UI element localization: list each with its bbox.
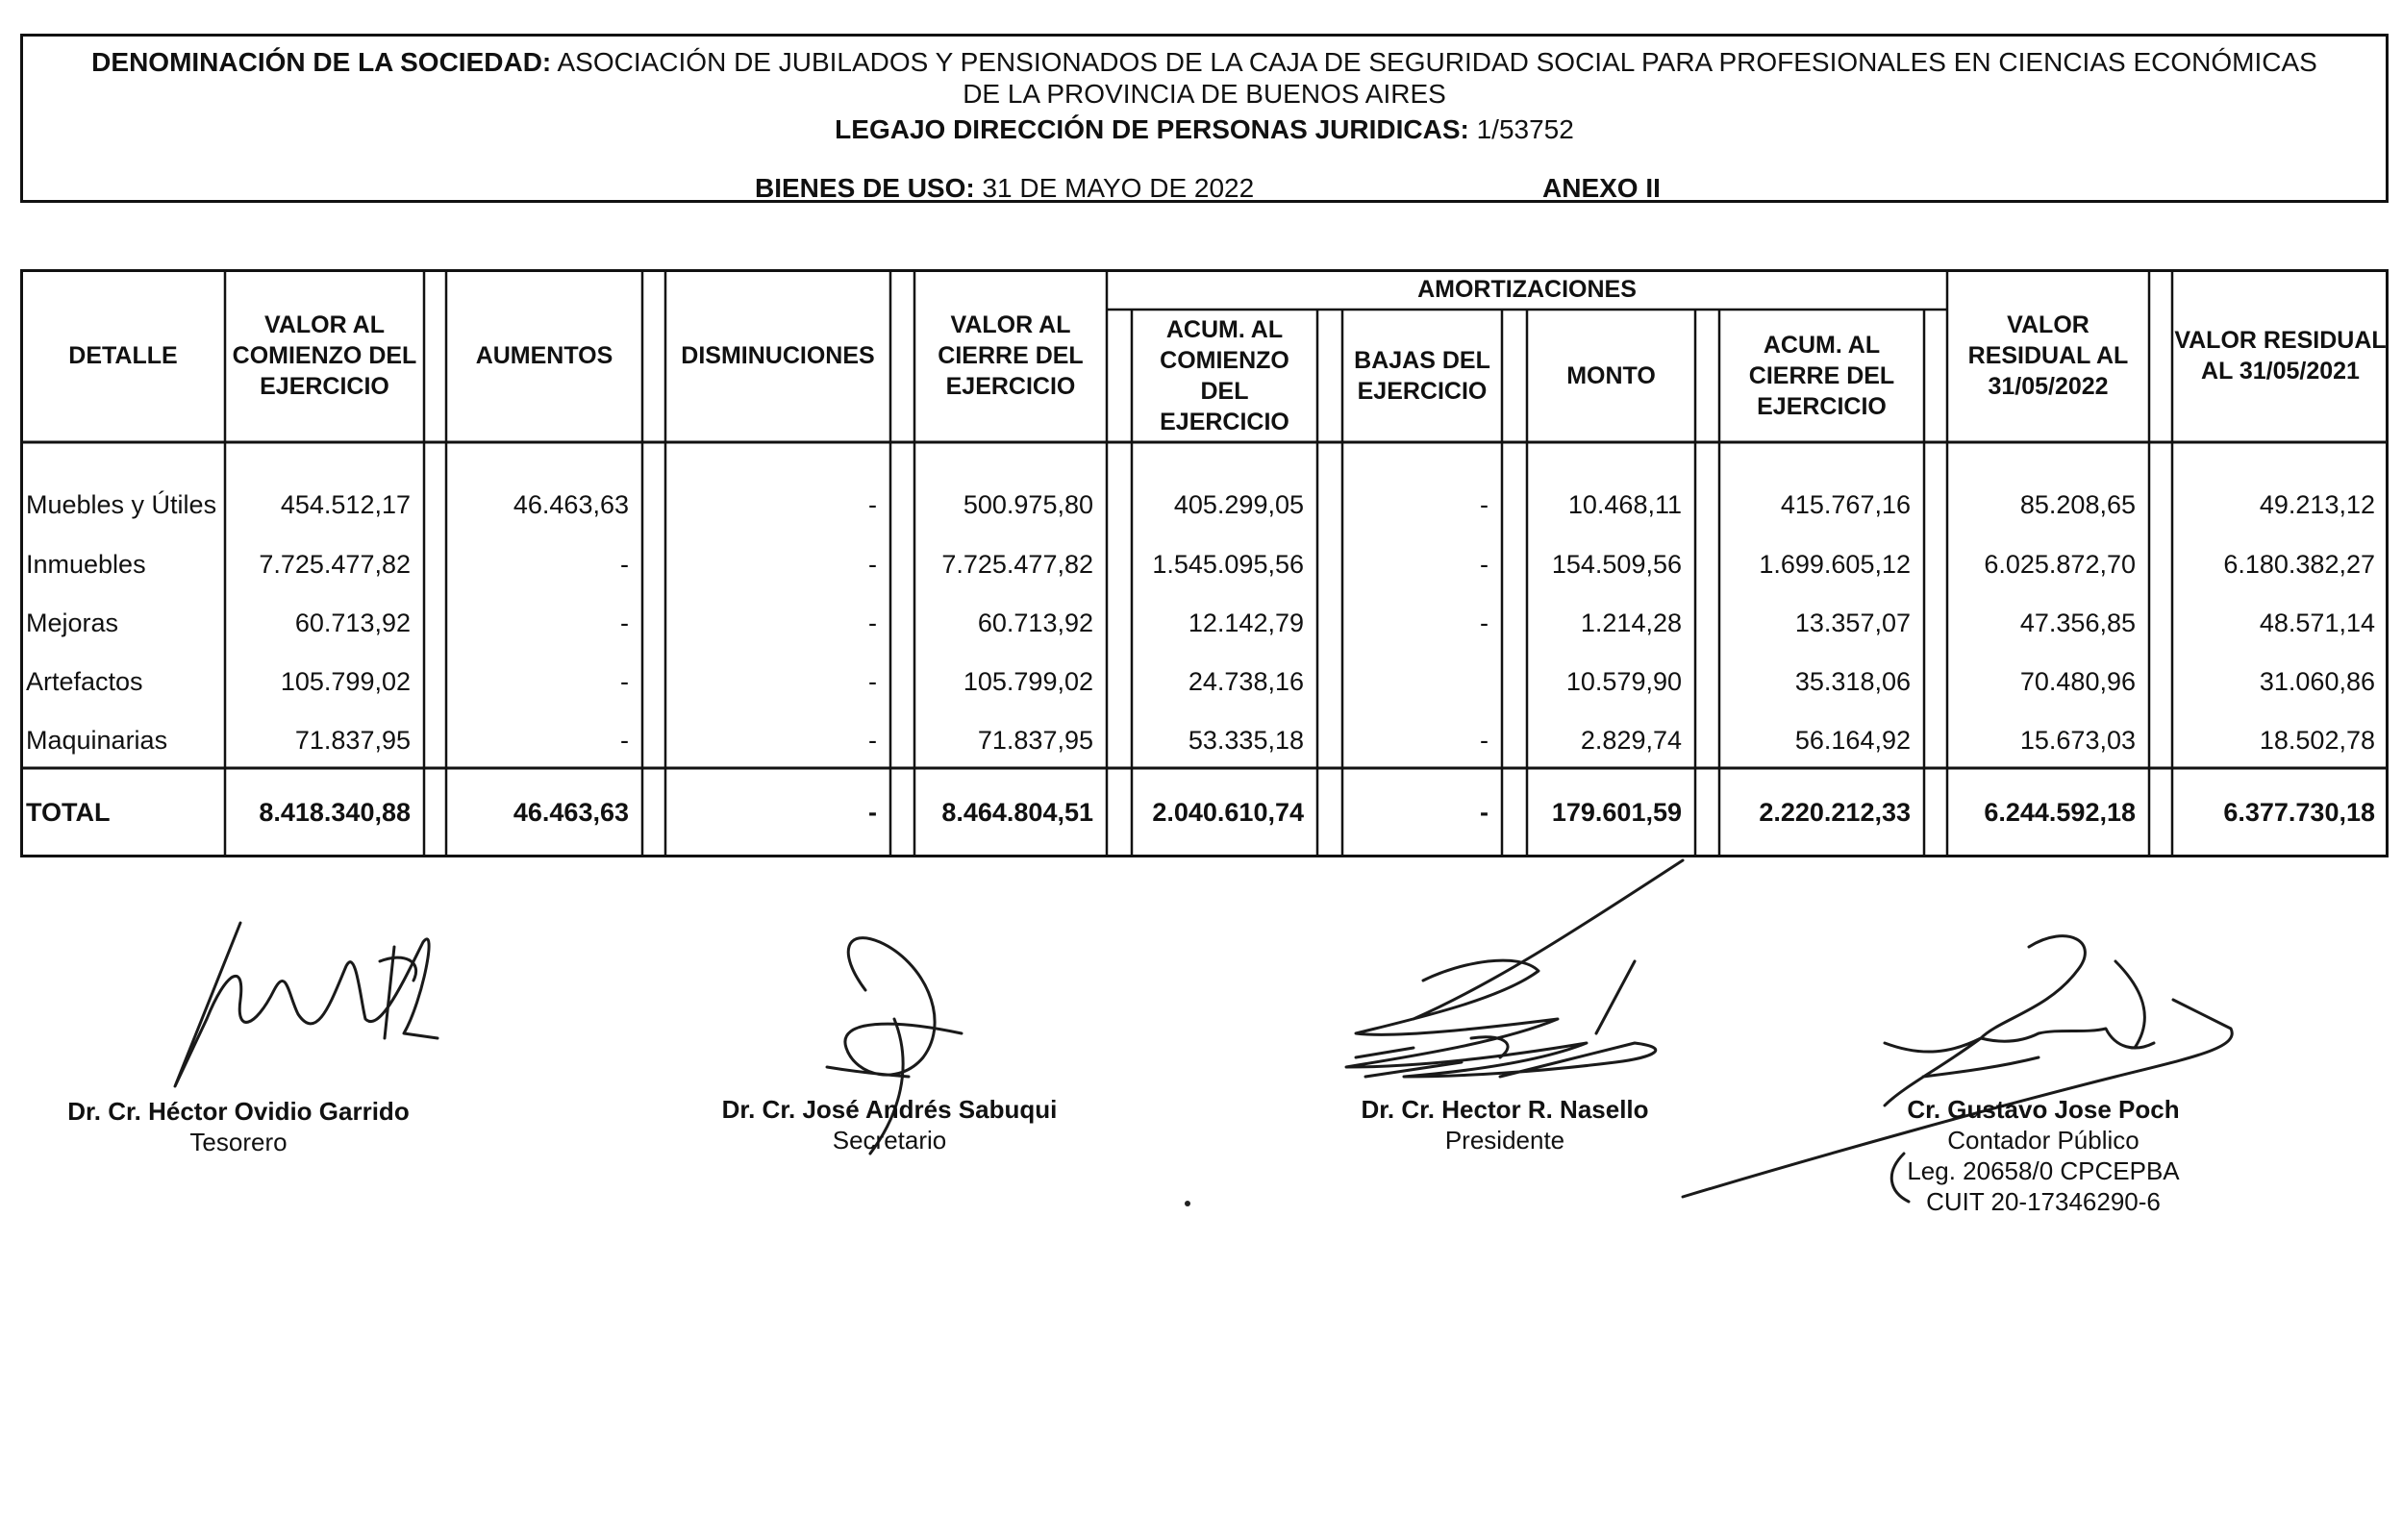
signer-cuit: CUIT 20-17346290-6 [1926,1187,2161,1216]
cell-valor-comienzo: 8.418.340,88 [259,798,411,827]
anexo-label: ANEXO II [1542,173,1661,203]
cell-monto: 10.579,90 [1565,667,1682,696]
signature-block-treasurer [27,1096,450,1157]
cell-acum-cierre: 415.767,16 [1780,490,1911,519]
cell-disminuciones: - [868,550,877,579]
cell-monto: 154.509,56 [1551,550,1682,579]
legajo-value: 1/53752 [1476,114,1574,144]
ink-dot [1185,1201,1190,1206]
cell-valor-cierre: 60.713,92 [977,609,1093,637]
cell-residual-2021: 6.377.730,18 [2223,798,2375,827]
cell-acum-comienzo: 2.040.610,74 [1152,798,1304,827]
cell-monto: 1.214,28 [1580,609,1682,637]
signature-garrido [175,923,438,1086]
cell-valor-comienzo: 454.512,17 [280,490,411,519]
cell-acum-cierre: 2.220.212,33 [1759,798,1911,827]
cell-disminuciones: - [868,726,877,755]
legajo-label: LEGAJO DIRECCIÓN DE PERSONAS JURIDICAS: [835,114,1469,144]
cell-residual-2021: 31.060,86 [2259,667,2375,696]
cell-residual-2021: 48.571,14 [2259,609,2375,637]
cell-bajas: - [1480,490,1489,519]
cell-monto: 179.601,59 [1551,798,1682,827]
row-label: Mejoras [26,609,119,637]
legajo-line [23,114,2386,145]
col-header-valor-comienzo: VALOR AL COMIENZO DEL EJERCICIO [232,311,417,400]
col-header-residual-2021: VALOR RESIDUAL AL 31/05/2021 [2174,327,2387,385]
cell-acum-comienzo: 53.335,18 [1188,726,1304,755]
cell-residual-2022: 85.208,65 [2019,490,2136,519]
cell-residual-2022: 15.673,03 [2019,726,2136,755]
cell-residual-2022: 6.244.592,18 [1984,798,2136,827]
col-header-valor-cierre: VALOR AL CIERRE DEL EJERCICIO [938,311,1084,400]
cell-valor-comienzo: 105.799,02 [280,667,411,696]
cell-residual-2022: 6.025.872,70 [1984,550,2136,579]
signature-nasello [1346,860,1683,1077]
cell-valor-cierre: 500.975,80 [963,490,1093,519]
signer-name: Cr. Gustavo Jose Poch [1907,1095,2180,1124]
col-header-disminuciones: DISMINUCIONES [681,342,875,369]
signature-block-president [1293,1094,1716,1155]
cell-bajas: - [1480,726,1489,755]
col-header-residual-2022: VALOR RESIDUAL AL 31/05/2022 [1967,311,2129,400]
cell-valor-cierre: 105.799,02 [963,667,1093,696]
col-header-bajas: BAJAS DEL EJERCICIO [1354,347,1490,405]
cell-acum-comienzo: 12.142,79 [1188,609,1304,637]
cell-aumentos: - [620,667,629,696]
cell-aumentos: - [620,550,629,579]
cell-valor-comienzo: 7.725.477,82 [259,550,411,579]
cell-valor-comienzo: 60.713,92 [294,609,411,637]
signature-block-accountant [1832,1094,2255,1217]
col-header-monto: MONTO [1566,362,1656,389]
signer-name: Dr. Cr. José Andrés Sabuqui [721,1095,1058,1124]
cell-acum-cierre: 56.164,92 [1794,726,1911,755]
signer-name: Dr. Cr. Héctor Ovidio Garrido [67,1097,410,1126]
cell-aumentos: - [620,609,629,637]
cell-aumentos: 46.463,63 [513,490,629,519]
bienes-group [755,173,1254,204]
cell-acum-cierre: 35.318,06 [1794,667,1911,696]
signer-role: Secretario [832,1126,947,1155]
cell-monto: 10.468,11 [1567,490,1682,519]
fixed-assets-table [20,269,2389,857]
bienes-label: BIENES DE USO: [755,173,975,203]
signer-name: Dr. Cr. Hector R. Nasello [1361,1095,1649,1124]
document-header [20,34,2389,203]
cell-residual-2022: 47.356,85 [2019,609,2136,637]
col-header-acum-comienzo: ACUM. AL COMIENZO DEL EJERCICIO [1160,316,1289,435]
row-label: Inmuebles [26,550,146,579]
bienes-date: 31 DE MAYO DE 2022 [982,173,1255,203]
signature-block-secretary [678,1094,1101,1155]
row-label: Muebles y Útiles [26,490,217,519]
cell-acum-comienzo: 1.545.095,56 [1152,550,1304,579]
col-header-acum-cierre: ACUM. AL CIERRE DEL EJERCICIO [1748,332,1895,420]
cell-valor-cierre: 8.464.804,51 [941,798,1093,827]
cell-disminuciones: - [868,667,877,696]
cell-aumentos: 46.463,63 [513,798,629,827]
cell-acum-comienzo: 24.738,16 [1188,667,1304,696]
col-header-detalle: DETALLE [68,342,178,369]
cell-bajas: - [1480,798,1489,827]
cell-aumentos: - [620,726,629,755]
cell-monto: 2.829,74 [1580,726,1682,755]
cell-valor-cierre: 7.725.477,82 [941,550,1093,579]
cell-valor-cierre: 71.837,95 [977,726,1093,755]
signer-registration: Leg. 20658/0 CPCEPBA [1907,1156,2180,1185]
signer-role: Tesorero [189,1128,288,1156]
cell-residual-2021: 6.180.382,27 [2223,550,2375,579]
cell-residual-2021: 18.502,78 [2259,726,2375,755]
row-label: Artefactos [26,667,143,696]
cell-acum-cierre: 1.699.605,12 [1759,550,1911,579]
signer-role: Presidente [1444,1126,1565,1155]
cell-bajas: - [1480,550,1489,579]
society-label: DENOMINACIÓN DE LA SOCIEDAD: [91,47,552,77]
amortizaciones-header: AMORTIZACIONES [1417,276,1637,303]
cell-residual-2021: 49.213,12 [2259,490,2375,519]
cell-valor-comienzo: 71.837,95 [294,726,411,755]
row-label: TOTAL [26,798,111,827]
cell-disminuciones: - [868,798,877,827]
cell-residual-2022: 70.480,96 [2019,667,2136,696]
society-name: ASOCIACIÓN DE JUBILADOS Y PENSIONADOS DE LA CAJA DE SEGURIDAD SOCIAL PARA PROFESIONALES EN CIENCIAS ECONÓMICAS DE LA PROVINCIA DE BUENOS AIRES [557,47,2317,109]
cell-disminuciones: - [868,609,877,637]
cell-disminuciones: - [868,490,877,519]
cell-bajas: - [1480,609,1489,637]
signer-role: Contador Público [1947,1126,2139,1155]
society-line [23,46,2386,110]
cell-acum-cierre: 13.357,07 [1794,609,1911,637]
cell-acum-comienzo: 405.299,05 [1173,490,1304,519]
col-header-aumentos: AUMENTOS [475,342,613,369]
row-label: Maquinarias [26,726,168,755]
